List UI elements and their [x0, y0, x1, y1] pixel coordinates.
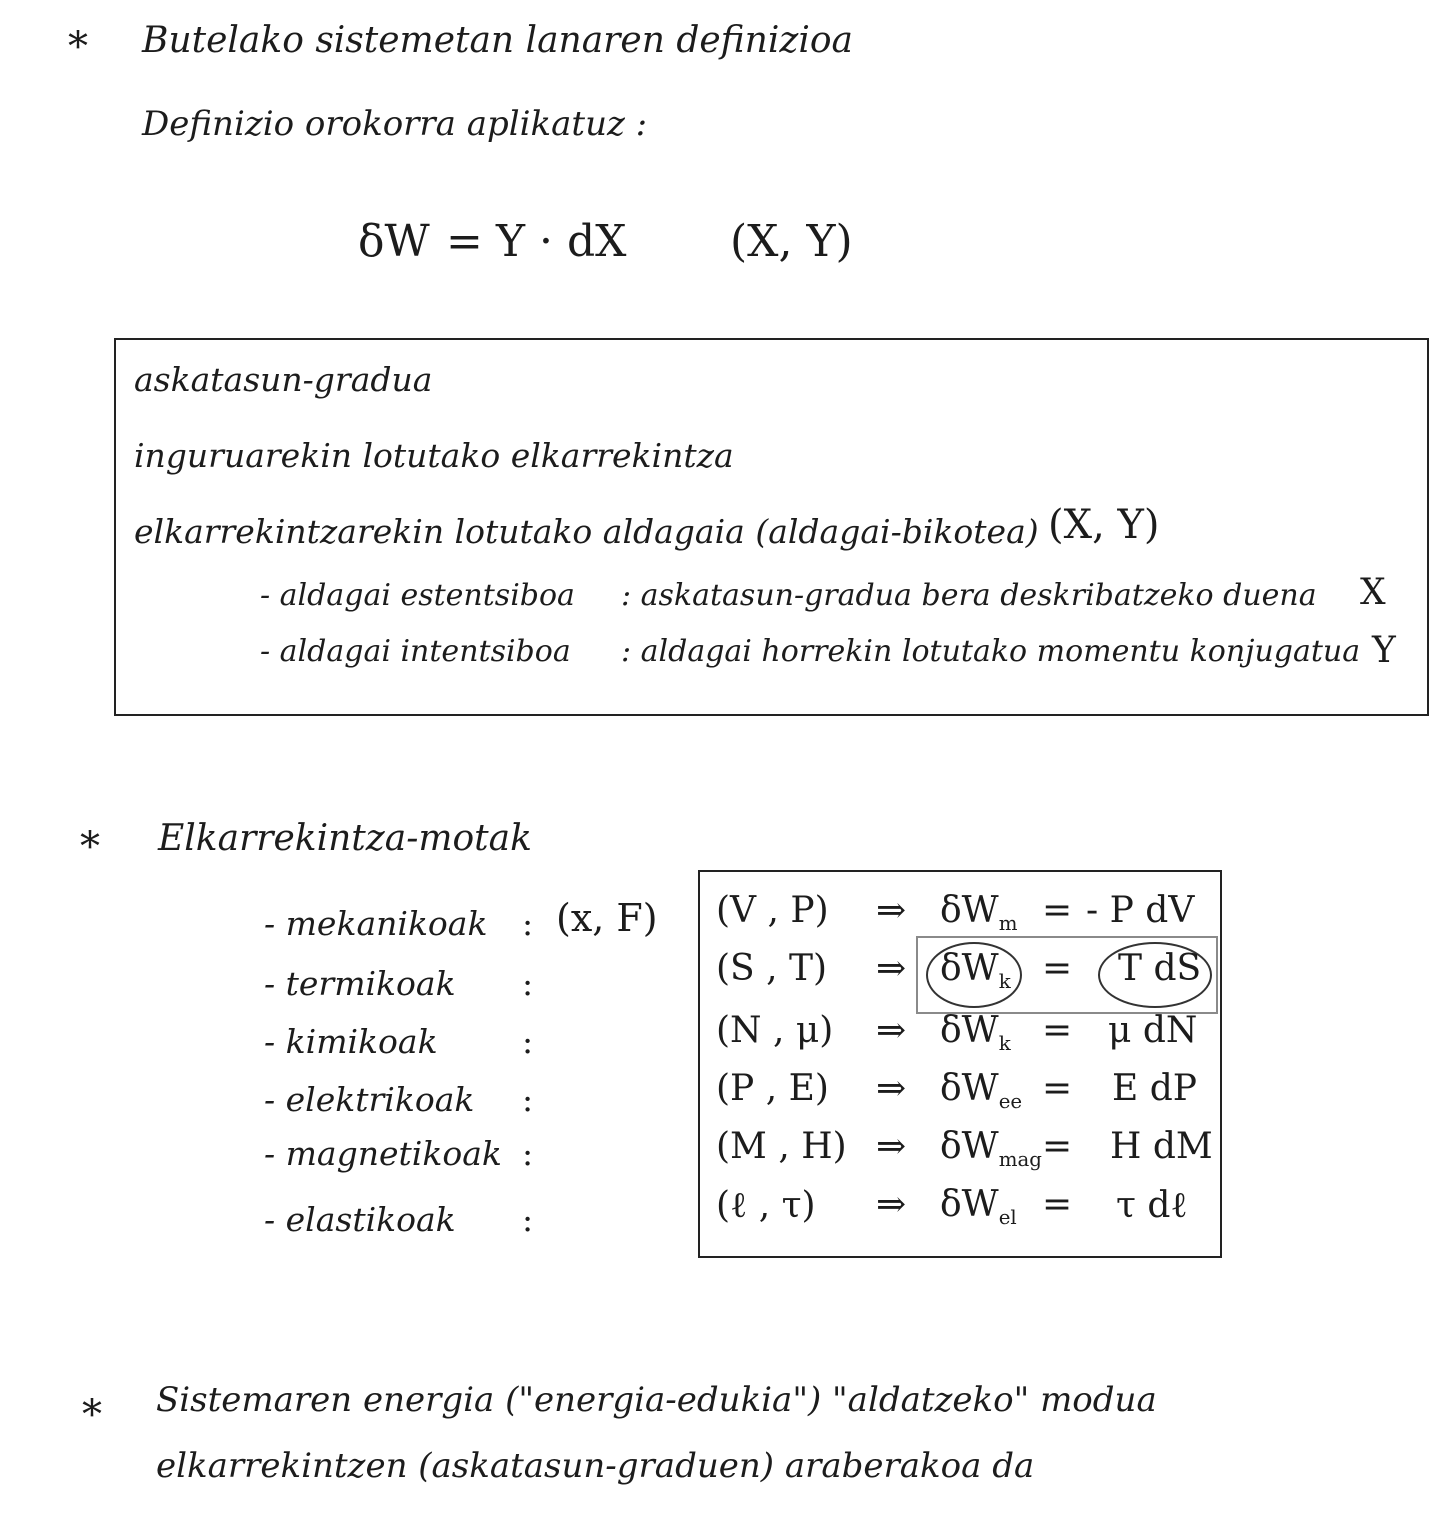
row-expr: E dP [1112, 1068, 1197, 1109]
formula-rhs: Y · dX [496, 216, 627, 267]
type-thermal: - termikoak [264, 964, 456, 1003]
box-line-variable-pair: elkarrekintzarekin lotutako aldagaia (aldagai-bikotea) [134, 512, 1039, 551]
row-arrow: ⇒ [876, 948, 907, 989]
extensive-description: : askatasun-gradua bera deskribatzeko duena [621, 578, 1317, 613]
table-row [700, 948, 1220, 1004]
row-equals: = [1042, 948, 1073, 989]
type-colon: : [522, 904, 534, 943]
section-subtitle: Definizio orokorra aplikatuz : [142, 104, 648, 144]
row-equals: = [1042, 1184, 1073, 1225]
row-equals: = [1042, 890, 1073, 931]
table-row [700, 890, 1220, 946]
row-work-symbol: δW [940, 948, 999, 989]
row-work-symbol: δW [940, 1126, 999, 1167]
formula-equals: = [446, 216, 483, 267]
row-pair: (P , E) [716, 1068, 829, 1109]
box-line-pair: (X, Y) [1048, 502, 1160, 548]
row-work-subscript: el [998, 1206, 1017, 1230]
row-arrow: ⇒ [876, 1010, 907, 1051]
row-work [940, 1068, 1022, 1113]
bullet-asterisk: * [82, 1392, 102, 1438]
type-colon: : [522, 1200, 534, 1239]
row-work [940, 1126, 1042, 1171]
type-colon: : [522, 964, 534, 1003]
row-pair: (S , T) [716, 948, 828, 989]
work-table-box [698, 870, 1222, 1258]
type-electric: - elektrikoak [264, 1080, 475, 1119]
formula-pair: (X, Y) [730, 216, 853, 267]
bullet-asterisk: * [68, 24, 88, 70]
row-work-subscript: m [998, 912, 1018, 936]
table-row [700, 1126, 1220, 1182]
definition-box [114, 338, 1429, 716]
row-arrow: ⇒ [876, 1068, 907, 1109]
row-arrow: ⇒ [876, 1184, 907, 1225]
intensive-label: - aldagai intentsiboa [260, 634, 571, 669]
row-equals: = [1042, 1126, 1073, 1167]
row-pair: (V , P) [716, 890, 829, 931]
row-expr: H dM [1110, 1126, 1213, 1167]
type-colon: : [522, 1080, 534, 1119]
conclusion-line-1: Sistemaren energia ("energia-edukia") "aldatzeko" modua [156, 1380, 1157, 1420]
type-colon: : [522, 1134, 534, 1173]
type-mechanical-pair: (x, F) [556, 896, 658, 940]
table-row [700, 1184, 1220, 1240]
box-line-degree-of-freedom: askatasun-gradua [134, 360, 433, 399]
row-work-symbol: δW [940, 1068, 999, 1109]
type-mechanical: - mekanikoak [264, 904, 488, 943]
row-pair: (N , μ) [716, 1010, 834, 1051]
row-work [940, 890, 1017, 935]
formula-lhs: δW [358, 216, 430, 267]
extensive-label: - aldagai estentsiboa [260, 578, 575, 613]
table-row [700, 1068, 1220, 1124]
row-work-symbol: δW [940, 1010, 999, 1051]
row-work-subscript: mag [998, 1148, 1042, 1172]
row-expr: - P dV [1086, 890, 1195, 931]
row-equals: = [1042, 1068, 1073, 1109]
row-work-symbol: δW [940, 1184, 999, 1225]
type-colon: : [522, 1022, 534, 1061]
box-line-interaction: inguruarekin lotutako elkarrekintza [134, 436, 734, 475]
row-work-subscript: k [998, 970, 1011, 994]
row-work-subscript: ee [998, 1090, 1023, 1114]
type-magnetic: - magnetikoak [264, 1134, 502, 1173]
intensive-variable: Y [1372, 630, 1396, 671]
row-work-symbol: δW [940, 890, 999, 931]
row-expr: T dS [1118, 948, 1202, 989]
intensive-description: : aldagai horrekin lotutako momentu konjugatua [621, 634, 1361, 669]
type-elastic: - elastikoak [264, 1200, 456, 1239]
row-expr: μ dN [1108, 1010, 1198, 1051]
section-title-interaction-types: Elkarrekintza-motak [158, 818, 532, 859]
row-pair: (M , H) [716, 1126, 847, 1167]
row-work-subscript: k [998, 1032, 1011, 1056]
row-pair: (ℓ , τ) [716, 1185, 816, 1226]
row-expr: τ dℓ [1116, 1185, 1188, 1226]
conclusion-line-2: elkarrekintzen (askatasun-graduen) araberakoa da [156, 1446, 1035, 1486]
row-arrow: ⇒ [876, 1126, 907, 1167]
row-work [940, 1184, 1017, 1229]
bullet-asterisk: * [80, 824, 100, 870]
row-equals: = [1042, 1010, 1073, 1051]
type-chemical: - kimikoak [264, 1022, 438, 1061]
extensive-variable: X [1360, 572, 1386, 613]
table-row [700, 1010, 1220, 1066]
row-arrow: ⇒ [876, 890, 907, 931]
section-title: Butelako sistemetan lanaren definizioa [142, 20, 853, 61]
row-work [940, 948, 1011, 993]
row-work [940, 1010, 1011, 1055]
